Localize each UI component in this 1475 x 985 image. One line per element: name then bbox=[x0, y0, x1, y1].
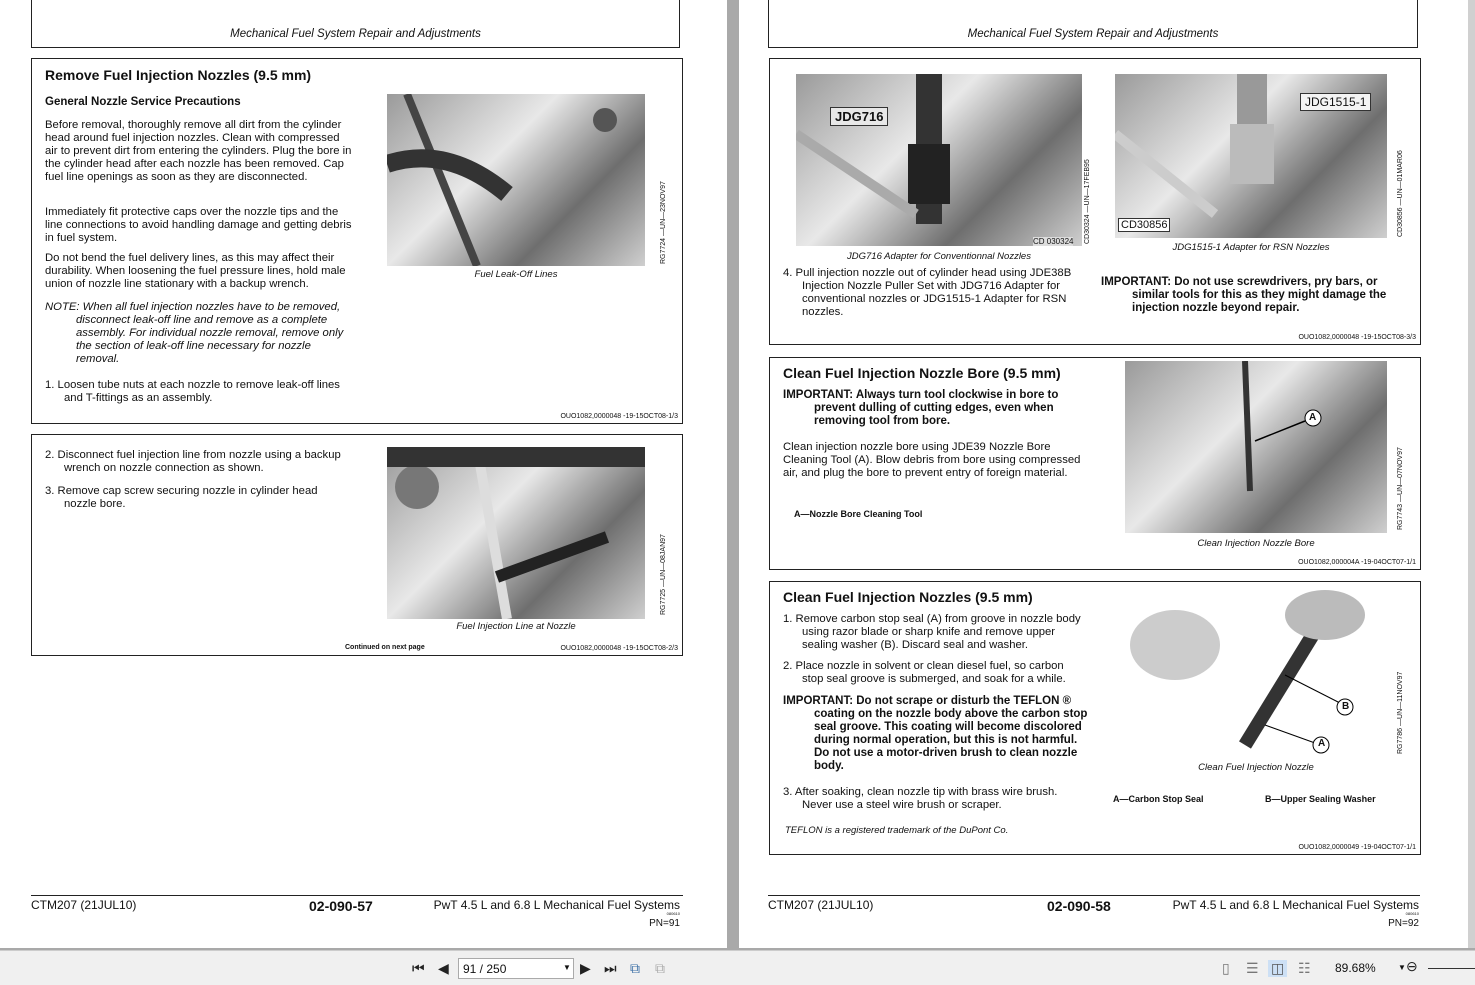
photo-clean-nozzle bbox=[1125, 585, 1387, 757]
photo-id: CD30324 —UN—17FEB95 bbox=[1084, 159, 1091, 244]
reference-code: OUO1082,0000048 -19-15OCT08-1/3 bbox=[560, 413, 678, 420]
legend-a: A—Carbon Stop Seal bbox=[1113, 794, 1204, 804]
zoom-slider[interactable] bbox=[1428, 968, 1475, 969]
zoom-out-icon[interactable]: ⊖ bbox=[1406, 958, 1418, 974]
photo-id: RG7724 —UN—23NOV97 bbox=[660, 181, 667, 264]
callout-label: JDG716 bbox=[830, 107, 888, 126]
callout-label: JDG1515-1 bbox=[1300, 93, 1371, 111]
two-page-icon[interactable]: ◫ bbox=[1268, 960, 1287, 977]
legend-a: A—Nozzle Bore Cleaning Tool bbox=[794, 509, 923, 519]
footer-small-code: 080610 bbox=[666, 911, 680, 916]
continuous-icon[interactable]: ☰ bbox=[1246, 960, 1259, 976]
section-title: Clean Fuel Injection Nozzles (9.5 mm) bbox=[783, 589, 1033, 605]
paragraph: Do not bend the fuel delivery lines, as this may affect their durability. When loosening the fuel pressure lines, hold male union of nozzle line stationary with a backup wrench. bbox=[45, 252, 346, 290]
footer-title: PwT 4.5 L and 6.8 L Mechanical Fuel Systems bbox=[1172, 898, 1419, 912]
footer-small-code: 080610 bbox=[1405, 911, 1419, 916]
reference-code: OUO1082,0000049 -19-04OCT07-1/1 bbox=[1298, 844, 1416, 851]
footer-page-number: 02-090-58 bbox=[1047, 898, 1111, 914]
step: 1. Remove carbon stop seal (A) from groove in nozzle body using razor blade or sharp knife and remove upper sealing washer (B). Discard seal and washer. bbox=[783, 613, 1081, 651]
photo-caption: Clean Fuel Injection Nozzle bbox=[1198, 762, 1314, 773]
first-page-icon[interactable]: ⏮ bbox=[412, 960, 425, 976]
continued-note: Continued on next page bbox=[345, 644, 425, 651]
photo-caption: Clean Injection Nozzle Bore bbox=[1197, 538, 1315, 549]
vertical-scrollbar[interactable] bbox=[1468, 0, 1475, 948]
footer-doc-id: CTM207 (21JUL10) bbox=[31, 898, 137, 912]
section-title: Remove Fuel Injection Nozzles (9.5 mm) bbox=[45, 67, 312, 83]
viewer-toolbar bbox=[0, 950, 1475, 985]
step: 3. After soaking, clean nozzle tip with brass wire brush. Never use a steel wire brush or scraper. bbox=[783, 786, 1058, 811]
photo-id: RG7725 —UN—08JAN97 bbox=[660, 534, 667, 615]
photo-fuel-injection-line bbox=[387, 447, 645, 619]
note: NOTE: When all fuel injection nozzles have to be removed, disconnect leak-off line and remove as a complete assembly. For individual nozzle removal, remove only the section of leak-off line necessary for nozzle removal. bbox=[45, 301, 344, 365]
photo-nozzle-bore bbox=[1125, 361, 1387, 533]
photo-code: CD 030324 bbox=[1033, 237, 1074, 246]
step: 3. Remove cap screw securing nozzle in cylinder head nozzle bore. bbox=[45, 485, 318, 510]
section-pull-nozzle bbox=[769, 58, 1421, 345]
step: 1. Loosen tube nuts at each nozzle to remove leak-off lines and T-fittings as an assembly. bbox=[45, 379, 340, 404]
important-note: IMPORTANT: Do not scrape or disturb the TEFLON ® coating on the nozzle body above the carbon stop seal groove. This coating will become discolored during normal operation, but this is not harmful. Do not use a motor-driven brush to clean nozzle body. bbox=[783, 695, 1088, 772]
photo-caption: JDG716 Adapter for Conventionnal Nozzles bbox=[847, 251, 1031, 262]
section-disconnect-line bbox=[31, 434, 683, 656]
paragraph: Clean injection nozzle bore using JDE39 Nozzle Bore Cleaning Tool (A). Blow debris from bore using compressed air, and plug the bore to prevent entry of foreign material. bbox=[783, 441, 1081, 479]
page-header: Mechanical Fuel System Repair and Adjustments bbox=[31, 0, 680, 48]
footer-title: PwT 4.5 L and 6.8 L Mechanical Fuel Systems bbox=[433, 898, 680, 912]
footer-page-number: 02-090-57 bbox=[309, 898, 373, 914]
photo-caption: Fuel Injection Line at Nozzle bbox=[456, 621, 576, 632]
footer-pn: PN=91 bbox=[649, 918, 680, 929]
pdf-page-right bbox=[739, 0, 1468, 948]
next-page-icon[interactable]: ▶ bbox=[580, 960, 591, 976]
important-note: IMPORTANT: Always turn tool clockwise in bore to prevent dulling of cutting edges, even when removing tool from bore. bbox=[783, 389, 1059, 427]
callout-a: A bbox=[1309, 412, 1317, 423]
paragraph: Immediately fit protective caps over the nozzle tips and the line connections to avoid handling damage and getting debris in fuel system. bbox=[45, 206, 352, 244]
two-page-continuous-icon[interactable]: ☷ bbox=[1298, 960, 1311, 976]
photo-caption: Fuel Leak-Off Lines bbox=[474, 269, 558, 280]
step: 2. Place nozzle in solvent or clean diesel fuel, so carbon stop seal groove is submerged, and soak for a while. bbox=[783, 660, 1066, 685]
footer-rule bbox=[31, 895, 683, 896]
section-subtitle: General Nozzle Service Precautions bbox=[45, 96, 241, 108]
footer-rule bbox=[768, 895, 1420, 896]
last-page-icon[interactable]: ⏭ bbox=[604, 960, 617, 976]
trademark-note: TEFLON is a registered trademark of the DuPont Co. bbox=[785, 825, 1009, 836]
photo-caption: JDG1515-1 Adapter for RSN Nozzles bbox=[1172, 242, 1330, 253]
legend-b: B—Upper Sealing Washer bbox=[1265, 794, 1376, 804]
photo-id: CD30856 —UN—01MAR06 bbox=[1397, 150, 1404, 237]
step: 4. Pull injection nozzle out of cylinder head using JDE38B Injection Nozzle Puller Set with JDG716 Adapter for conventional nozzles or JDG1515-1 Adapter for RSN nozzles. bbox=[783, 267, 1072, 318]
page-header: Mechanical Fuel System Repair and Adjustments bbox=[768, 0, 1418, 48]
rotate-icon[interactable]: ⧉ bbox=[630, 960, 640, 976]
photo-id: RG7743 —UN—07NOV97 bbox=[1397, 447, 1404, 530]
footer-doc-id: CTM207 (21JUL10) bbox=[768, 898, 874, 912]
reference-code: OUO1082,000004A -19-04OCT07-1/1 bbox=[1298, 559, 1416, 566]
photo-fuel-leak-off-lines bbox=[387, 94, 645, 266]
important-note: IMPORTANT: Do not use screwdrivers, pry bars, or similar tools for this as they might damage the injection nozzle beyond repair. bbox=[1101, 276, 1387, 314]
page-number-input[interactable]: 91 / 250 bbox=[458, 958, 574, 979]
pdf-page-left bbox=[0, 0, 727, 948]
photo-jdg716 bbox=[796, 74, 1082, 246]
section-clean-nozzles bbox=[769, 581, 1421, 855]
callout-b: B bbox=[1342, 701, 1350, 712]
callout-a: A bbox=[1318, 738, 1326, 749]
photo-id: RG7786 —UN—11NOV97 bbox=[1397, 671, 1404, 754]
section-title: Clean Fuel Injection Nozzle Bore (9.5 mm) bbox=[783, 365, 1061, 381]
extract-icon[interactable]: ⧉ bbox=[655, 960, 665, 976]
previous-page-icon[interactable]: ◀ bbox=[438, 960, 449, 976]
zoom-dropdown-icon[interactable]: ▼ bbox=[1398, 963, 1406, 972]
single-page-icon[interactable]: ▯ bbox=[1222, 960, 1230, 976]
paragraph: Before removal, thoroughly remove all dirt from the cylinder head around fuel injection nozzles. Clean with compressed air to prevent dirt from entering the cylinders. Plug the bore in the cylinder head after each nozzle has been removed. Cap fuel line openings as soon as they are disconnected. bbox=[45, 119, 352, 183]
step: 2. Disconnect fuel injection line from nozzle using a backup wrench on nozzle connection as shown. bbox=[45, 449, 341, 474]
zoom-level[interactable]: 89.68% bbox=[1335, 961, 1376, 975]
reference-code: OUO1082,0000048 -19-15OCT08-3/3 bbox=[1298, 334, 1416, 341]
section-remove-nozzles bbox=[31, 58, 683, 424]
photo-code: CD30856 bbox=[1118, 218, 1170, 232]
footer-pn: PN=92 bbox=[1388, 918, 1419, 929]
page-dropdown-icon[interactable]: ▼ bbox=[563, 963, 571, 972]
reference-code: OUO1082,0000048 -19-15OCT08-2/3 bbox=[560, 645, 678, 652]
section-clean-nozzle-bore bbox=[769, 357, 1421, 570]
